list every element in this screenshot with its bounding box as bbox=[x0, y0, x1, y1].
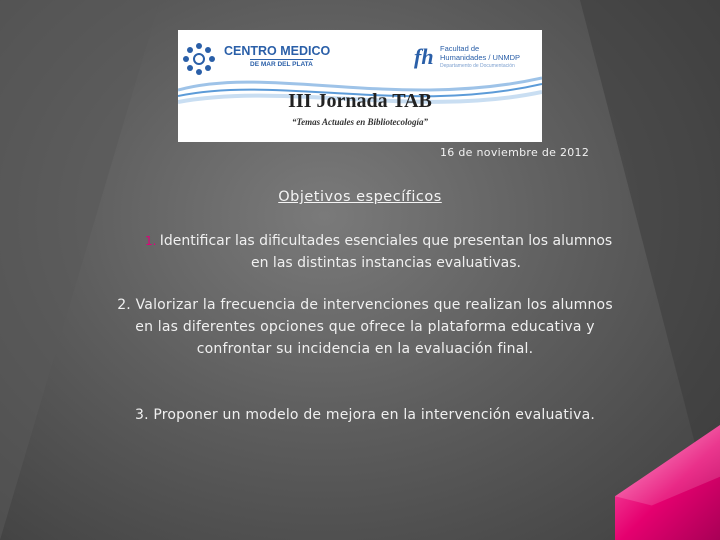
objective-item-1 bbox=[145, 230, 615, 274]
centro-medico-title: CENTRO MEDICO bbox=[224, 44, 331, 58]
slide-heading-text: Objetivos específicos bbox=[278, 189, 442, 205]
event-subtitle: “Temas Actuales en Bibliotecología” bbox=[291, 117, 429, 127]
objective-item-3: 3. Proponer un modelo de mejora en la intervención evaluativa. bbox=[134, 407, 596, 423]
facultad-line-3: Departamento de Documentación bbox=[440, 63, 515, 69]
facultad-line-2: Humanidades / UNMDP bbox=[440, 53, 521, 62]
facultad-line-1: Facultad de bbox=[440, 44, 480, 53]
background-wedge-left bbox=[0, 0, 160, 540]
facultad-text bbox=[440, 44, 520, 71]
facultad-logo-icon: fh bbox=[414, 44, 434, 69]
slide-heading bbox=[0, 186, 720, 205]
event-title: III Jornada TAB bbox=[288, 90, 432, 112]
event-date: 16 de noviembre de 2012 bbox=[440, 146, 590, 159]
objective-number-1: 1. bbox=[145, 234, 157, 248]
event-banner bbox=[178, 30, 542, 142]
objective-item-2: 2. Valorizar la frecuencia de intervenciones que realizan los alumnos en las diferentes opciones que ofrece la plataforma educativa y confrontar su incidencia en la evaluación final. bbox=[117, 297, 613, 357]
objective-text-1: Identificar las dificultades esenciales que presentan los alumnos en las distintas instancias evaluativas. bbox=[159, 233, 613, 271]
centro-medico-subtitle: DE MAR DEL PLATA bbox=[250, 61, 313, 68]
